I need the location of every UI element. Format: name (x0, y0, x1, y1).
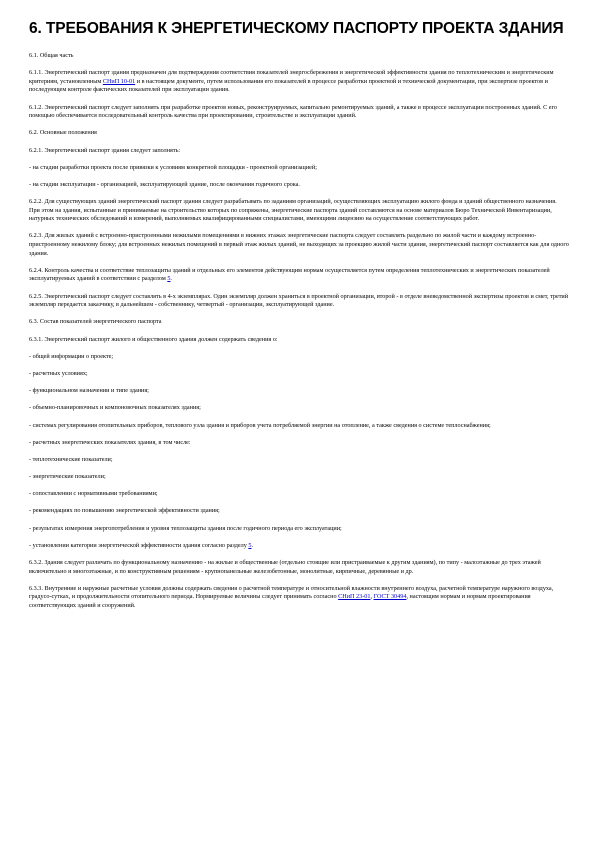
link-section-5[interactable]: 5 (248, 541, 252, 549)
paragraph-6-2-2: 6.2.2. Для существующих зданий энергетический паспорт здания следует разрабатывать по заданиям организаций, осуществляющих эксплуатацию жилого фонда и зданий общественного назначения. При этом на здания, испытанные и принимаемые на строительство которых по сопряжены, энергетические паспорта зданий составляются на основе материалов Бюро Технической Инвентаризации, натурных технических обследований и измерений, выполняемых квалифицированными специалистами, имеющими лицензию на осуществление соответствующих работ. (29, 198, 557, 223)
paragraph-text: 6.2.4. Контроль качества и соответствие теплозащиты зданий и отдельных его элементов действующим нормам осуществляется путем определения теплотехнических и энергетических показателей эксплуатируемых зданий в соответствии с разделом (29, 266, 550, 283)
paragraph-6-3-2: 6.3.2. Здания следует различать по функциональному назначению - на жилые и общественные (отдельно стоящие или пристраиваемые к другим зданиям), по типу - малоэтажные до трех этажей включительно и многоэтажные, и по конструктивным решениям - крупнопанельные железобетонные, монолитные, кирпичные, деревянные и др. (29, 559, 541, 575)
list-item: - на стадии разработки проекта после привязки к условиям конкретной площадки - проектной организацией; (29, 163, 317, 171)
list-item: - на стадии эксплуатации - организацией, эксплуатирующей здание, после окончания годичного срока. (29, 180, 300, 188)
paragraph-text: , (370, 593, 374, 601)
list-item: - энергетические показатели; (29, 473, 106, 481)
section-heading-6-2: 6.2. Основные положения (29, 129, 97, 137)
paragraph-text: , настоящим нормам и нормам проектирования соответствующих зданий и сооружений. (29, 593, 531, 609)
paragraph-6-2-1: 6.2.1. Энергетический паспорт здания следует заполнять: (29, 146, 181, 154)
list-item: - системах регулирования отопительных приборов, теплового узла здания и приборов учета потребляемой энергии на отопление, а также сведения о системе теплоснабжения; (29, 421, 491, 429)
list-item: - расчетных условиях; (29, 369, 88, 377)
section-heading-6-1: 6.1. Общая часть (29, 52, 74, 59)
list-item: - рекомендациях по повышению энергетической эффективности здания; (29, 507, 220, 515)
list-item: - теплотехнические показатели; (29, 455, 113, 463)
paragraph-6-3-1: 6.3.1. Энергетический паспорт жилого и общественного здания должен содержать сведения о: (29, 335, 278, 343)
paragraph-6-1-2: 6.1.2. Энергетический паспорт следует заполнять при разработке проектов новых, реконструируемых, капитально ремонтируемых зданий, а также в процессе эксплуатации построенных зданий. С его помощью обеспечивается последовательный контроль качества при проектировании, строительстве и эксплуатации зданий. (29, 103, 557, 120)
list-item: - расчетных энергетических показателях здания, в том числе: (29, 438, 191, 446)
list-item: - общей информации о проекте; (29, 352, 114, 360)
list-item: - объемно-планировочных и компоновочных показателях здания; (29, 404, 201, 412)
paragraph-text: - установлении категории энергетической эффективности здания согласно разделу (29, 541, 249, 549)
list-item: - сопоставлении с нормативными требованиями; (29, 490, 158, 498)
section-heading-6-3: 6.3. Состав показателей энергетического паспорта (29, 318, 162, 326)
paragraph-text: . (251, 541, 253, 549)
paragraph-6-1-1 (29, 69, 569, 95)
link-snip-23-01[interactable]: СНиП 23-01 (338, 593, 371, 601)
list-item: - функциональном назначении и типе здания; (29, 387, 149, 395)
paragraph-text: . (170, 275, 172, 283)
list-item (29, 542, 569, 551)
link-section-5[interactable]: 5 (167, 275, 171, 283)
link-snip-10-01[interactable]: СНиП 10-01 (102, 77, 136, 85)
paragraph-6-2-3: 6.2.3. Для жилых зданий с встроенно-пристроенными нежилыми помещениями в нижних этажах энергетические паспорта следует составлять раздельно по жилой части и каждому встроенно-пристроенному нежилому блоку; для встроенных нежилых помещений в первый этаж жилых зданий, не выходящих за проекцию жилой части здания, энергетический паспорт составляется как для одного здания. (29, 232, 569, 257)
paragraph-text: 6.1.1. Энергетический паспорт здания предназначен для подтверждения соответствия показателей энергосбережения и энергетической эффективности здания по теплотехническим и энергетическим критериям, установленным (29, 69, 554, 85)
list-item: - результатах измерения энергопотребления и уровня теплозащиты здания после годичного периода его эксплуатации; (29, 524, 342, 532)
link-gost-30494[interactable]: ГОСТ 30494 (373, 593, 407, 601)
paragraph-text: и в настоящем документе, путем использования его показателей в процессе разработки проектной и технической документации, при экспертизе проектов и последующем контроле фактических показателей при эксплуатации здания. (29, 77, 548, 94)
paragraph-6-3-3 (29, 585, 569, 611)
paragraph-text: 6.3.3. Внутренние и наружные расчетные условия должны содержать сведения о расчетной температуре и относительной влажности внутреннего воздуха, расчетной температуре наружного воздуха, градусо-сутках, и продолжительности отопительного периода. Нормируемые величины следует принимать согласно (29, 584, 554, 601)
document-page (29, 20, 569, 619)
page-title: 6. ТРЕБОВАНИЯ К ЭНЕРГЕТИЧЕСКОМУ ПАСПОРТУ ПРОЕКТА ЗДАНИЯ (29, 20, 564, 37)
paragraph-6-2-4 (29, 267, 569, 284)
paragraph-6-2-5: 6.2.5. Энергетический паспорт следует составлять в 4-х экземплярах. Один экземпляр должен храниться в проектной организации, второй - в отделе вневедомственной экспертизы проектов и смет, третий экземпляр передается заказчику, в дальнейшем - собственнику, четвертый - организации, эксплуатирующей здание. (29, 292, 569, 309)
